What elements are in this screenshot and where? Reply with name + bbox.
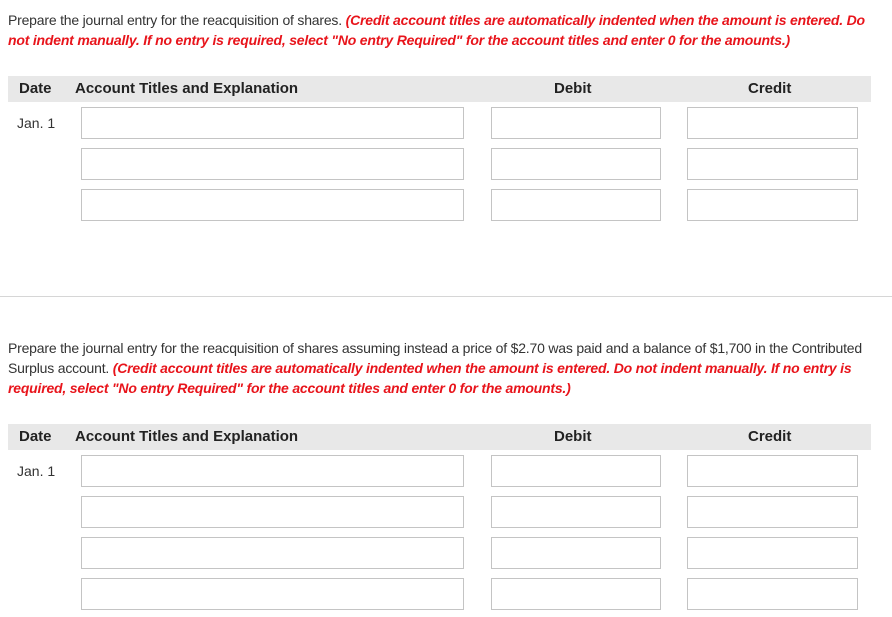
instruction-text: Prepare the journal entry for the reacquisition of shares assuming instead a price of $2.70 was paid and a balance of $1,700 in the Contributed Surplus account. (8, 340, 862, 376)
header-date: Date (19, 80, 52, 97)
header-credit: Credit (748, 428, 792, 445)
header-account-titles: Account Titles and Explanation (75, 428, 299, 445)
credit-input-p1-r1[interactable] (687, 107, 858, 139)
account-title-input-p1-r3[interactable] (81, 189, 464, 221)
debit-input-p2-r3[interactable] (491, 537, 661, 569)
instruction-part1 (8, 10, 888, 50)
header-debit: Debit (554, 80, 592, 97)
credit-input-p2-r4[interactable] (687, 578, 858, 610)
header-date: Date (19, 428, 52, 445)
entry-date-part1: Jan. 1 (17, 115, 56, 131)
debit-input-p2-r2[interactable] (491, 496, 661, 528)
account-title-input-p1-r2[interactable] (81, 148, 464, 180)
journal-header-part1 (8, 76, 871, 102)
header-credit: Credit (748, 80, 792, 97)
account-title-input-p2-r3[interactable] (81, 537, 464, 569)
account-title-input-p2-r1[interactable] (81, 455, 464, 487)
debit-input-p1-r1[interactable] (491, 107, 661, 139)
instruction-part2 (8, 338, 888, 398)
credit-input-p2-r3[interactable] (687, 537, 858, 569)
instruction-note: (Credit account titles are automatically indented when the amount is entered. Do not indent manually. If no entry is required, select "No entry Required" for the account titles and enter 0 for the amounts.) (8, 360, 852, 396)
debit-input-p2-r1[interactable] (491, 455, 661, 487)
credit-input-p2-r2[interactable] (687, 496, 858, 528)
section-divider (0, 296, 892, 297)
instruction-text: Prepare the journal entry for the reacquisition of shares. (8, 12, 346, 28)
credit-input-p1-r3[interactable] (687, 189, 858, 221)
account-title-input-p2-r4[interactable] (81, 578, 464, 610)
credit-input-p2-r1[interactable] (687, 455, 858, 487)
header-debit: Debit (554, 428, 592, 445)
account-title-input-p2-r2[interactable] (81, 496, 464, 528)
debit-input-p1-r3[interactable] (491, 189, 661, 221)
instruction-note: (Credit account titles are automatically indented when the amount is entered. Do not indent manually. If no entry is required, select "No entry Required" for the account titles and enter 0 for the amounts.) (8, 12, 865, 48)
credit-input-p1-r2[interactable] (687, 148, 858, 180)
debit-input-p1-r2[interactable] (491, 148, 661, 180)
debit-input-p2-r4[interactable] (491, 578, 661, 610)
header-account-titles: Account Titles and Explanation (75, 80, 299, 97)
account-title-input-p1-r1[interactable] (81, 107, 464, 139)
journal-header-part2 (8, 424, 871, 450)
entry-date-part2: Jan. 1 (17, 463, 56, 479)
